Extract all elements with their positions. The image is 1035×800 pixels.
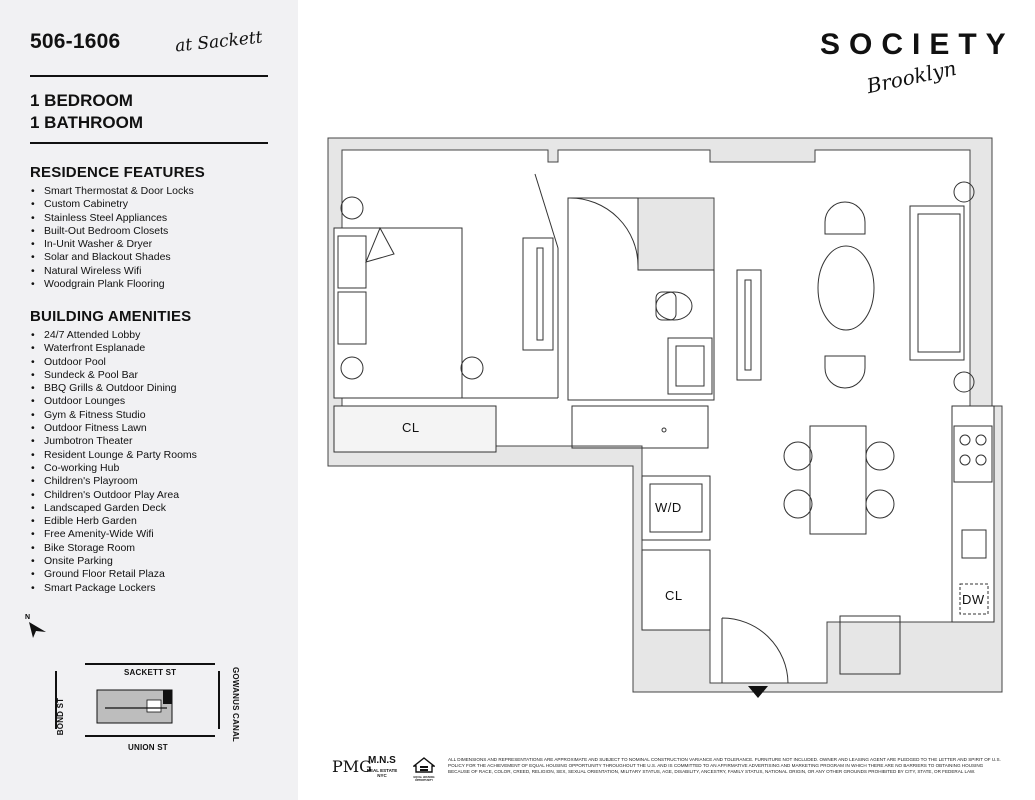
unit-number: 506-1606 <box>30 30 121 53</box>
list-item: • In-Unit Washer & Dryer <box>30 238 194 251</box>
list-item: • Smart Thermostat & Door Locks <box>30 185 194 198</box>
unit-tagline: at Sackett <box>174 27 264 57</box>
list-item: • BBQ Grills & Outdoor Dining <box>30 382 197 395</box>
bathroom-count: 1 BATHROOM <box>30 113 144 132</box>
brand-subtitle: Brooklyn <box>864 55 959 99</box>
brand-logo: SOCIETY <box>820 28 1015 61</box>
list-item: • Outdoor Pool <box>30 356 197 369</box>
building-amenities-title: BUILDING AMENITIES <box>30 308 192 325</box>
bedroom-closet-label: CL <box>402 420 420 435</box>
building-amenities-list <box>30 329 197 595</box>
list-item: • Sundeck & Pool Bar <box>30 369 197 382</box>
list-item: • Outdoor Fitness Lawn <box>30 422 197 435</box>
list-item: • Landscaped Garden Deck <box>30 502 197 515</box>
list-item: • Outdoor Lounges <box>30 395 197 408</box>
list-item: • Co-working Hub <box>30 462 197 475</box>
street-east: GOWANUS CANAL <box>231 666 241 743</box>
residence-features-title: RESIDENCE FEATURES <box>30 164 206 181</box>
north-label: N <box>25 614 31 621</box>
disclaimer: ALL DIMENSIONS AND REPRESENTATIONS ARE APPROXIMATE AND SUBJECT TO NOMINAL CONSTRUCTION VARIANCE AND TOLERANCE. FURNITURE NOT INCLUDED. OWNER AND LEASING AGENT ARE PLEDGED TO THE LETTER AND SPIRIT OF U.S. POLICY FOR THE ACHIEVEMENT OF EQUAL HOUSING OPPORTUNITY THROUGHOUT THE U.S. AND IS COMMITTED TO AN AFFIRMATIVE ADVERTISING AND MARKETING PROGRAM IN WHICH THERE ARE NO BARRIERS TO OBTAINING HOUSING BECAUSE OF RACE, COLOR, CREED, RELIGION, SEX, SEXUAL ORIENTATION, MILITARY STATUS, AGE, DISABILITY, ANCESTRY, FAMILY STATUS, NATIONAL ORIGIN, OR ANY OTHER GROUNDS PROHIBITED BY CITY, STATE, OR FEDERAL LAW. <box>448 757 1001 774</box>
list-item: • Ground Floor Retail Plaza <box>30 568 197 581</box>
list-item: • 24/7 Attended Lobby <box>30 329 197 342</box>
washer-dryer-label: W/D <box>655 500 682 515</box>
street-north: SACKETT ST <box>124 668 177 677</box>
street-south: UNION ST <box>128 743 168 752</box>
list-item: • Solar and Blackout Shades <box>30 251 194 264</box>
list-item: • Onsite Parking <box>30 555 197 568</box>
list-item: • Built-Out Bedroom Closets <box>30 225 194 238</box>
list-item: • Jumbotron Theater <box>30 435 197 448</box>
list-item: • Natural Wireless Wifi <box>30 265 194 278</box>
residence-features-list <box>30 185 194 291</box>
unit-layout <box>30 90 143 134</box>
list-item: • Children's Outdoor Play Area <box>30 489 197 502</box>
list-item: • Woodgrain Plank Flooring <box>30 278 194 291</box>
equal-housing-label: EQUAL HOUSING OPPORTUNITY <box>413 776 435 782</box>
floor-plan <box>320 130 1010 710</box>
sidebar <box>0 0 298 800</box>
list-item: • Edible Herb Garden <box>30 515 197 528</box>
list-item: • Smart Package Lockers <box>30 582 197 595</box>
street-west: BOND ST <box>56 697 66 736</box>
list-item: • Custom Cabinetry <box>30 198 194 211</box>
bedroom-count: 1 BEDROOM <box>30 91 133 110</box>
list-item: • Gym & Fitness Studio <box>30 409 197 422</box>
list-item: • Waterfront Esplanade <box>30 342 197 355</box>
list-item: • Children's Playroom <box>30 475 197 488</box>
equal-housing-icon <box>413 757 435 777</box>
divider <box>30 142 268 144</box>
mns-logo: M.N.S <box>368 755 396 766</box>
north-arrow-icon <box>22 610 52 640</box>
hall-closet-label: CL <box>665 588 683 603</box>
mns-subtitle: REAL ESTATE NYC <box>366 768 398 778</box>
pmg-logo: PMG <box>332 757 372 776</box>
list-item: • Free Amenity-Wide Wifi <box>30 528 197 541</box>
list-item: • Resident Lounge & Party Rooms <box>30 449 197 462</box>
dishwasher-label: DW <box>962 592 985 607</box>
list-item: • Stainless Steel Appliances <box>30 212 194 225</box>
divider <box>30 75 268 77</box>
list-item: • Bike Storage Room <box>30 542 197 555</box>
